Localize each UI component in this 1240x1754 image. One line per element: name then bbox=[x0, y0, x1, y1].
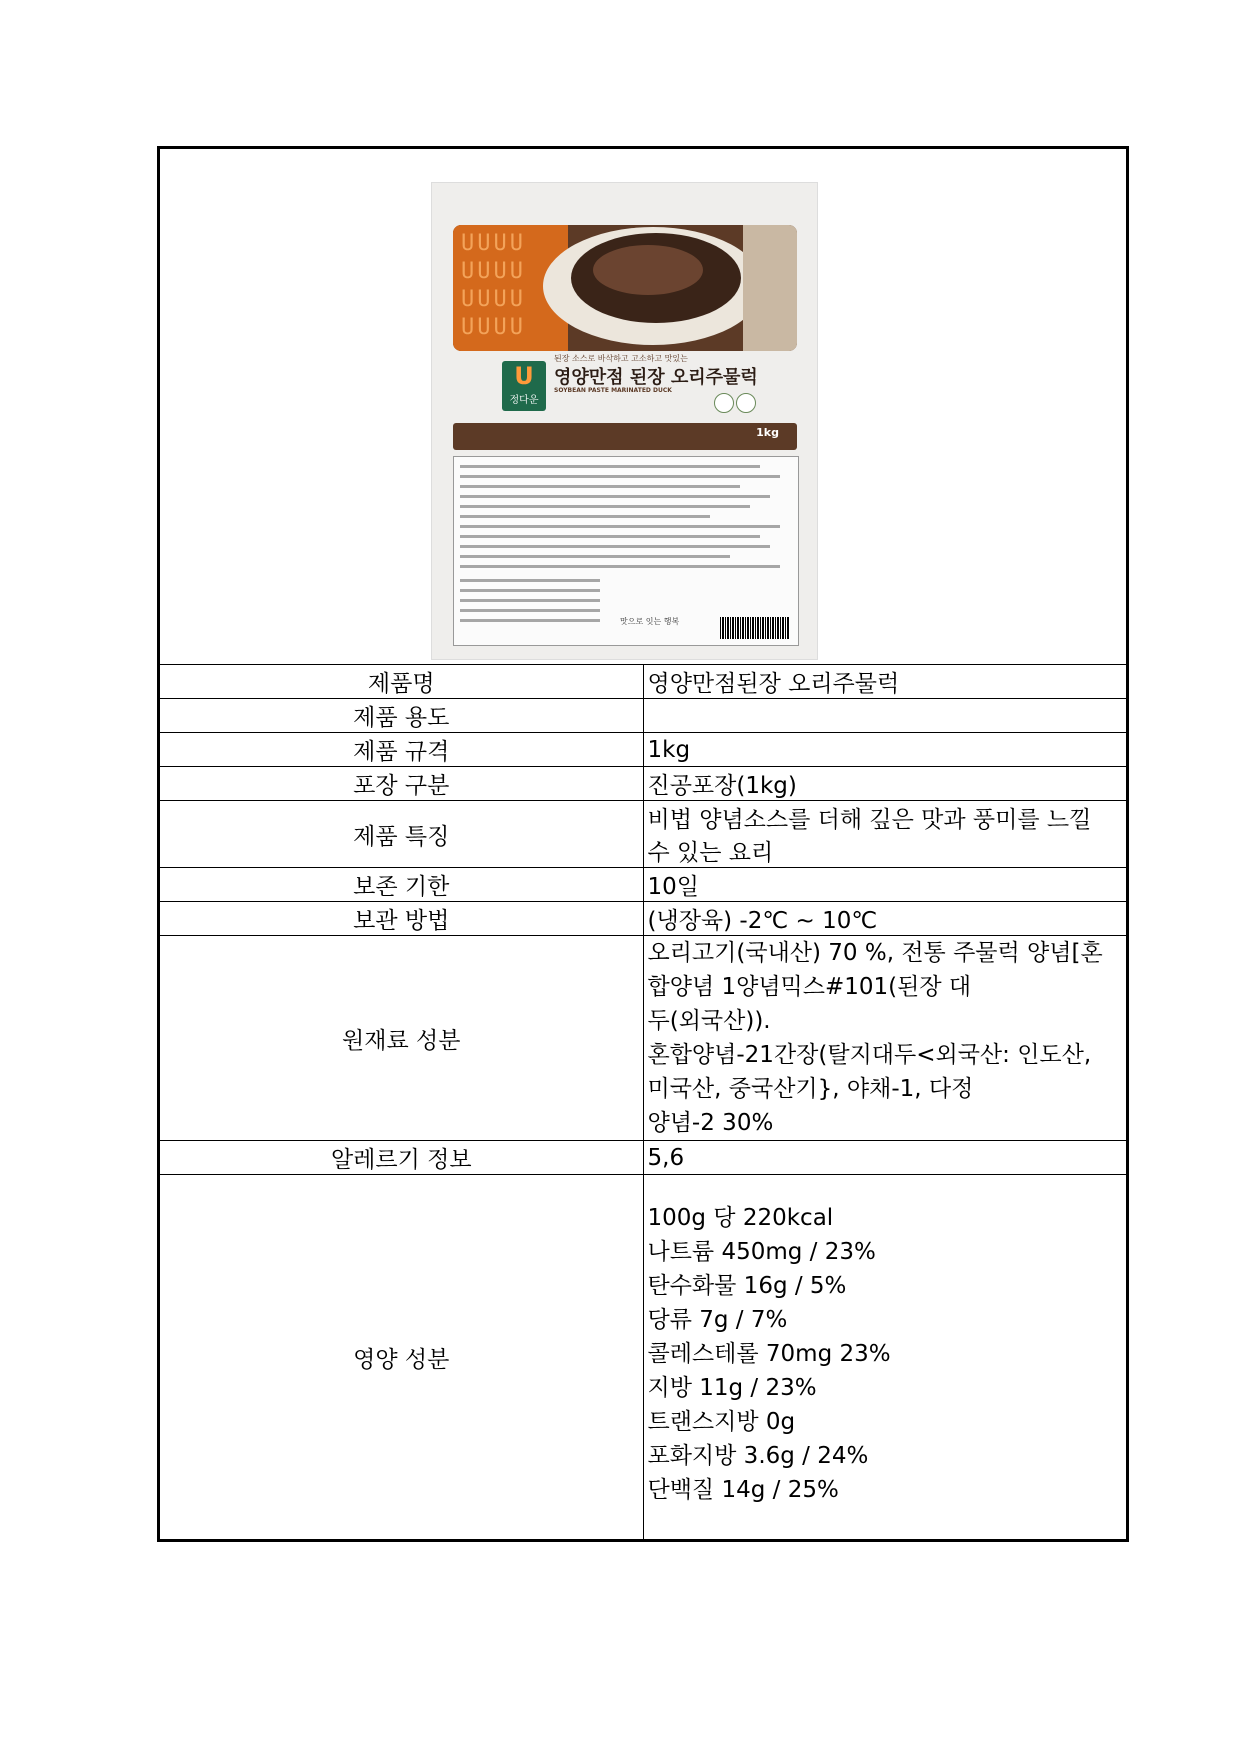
package-weight: 1kg bbox=[756, 426, 779, 439]
row-value: 10일 bbox=[643, 868, 1127, 902]
row-value: (냉장육) -2℃ ~ 10℃ bbox=[643, 902, 1127, 936]
nutrition-line: 지방 11g / 23% bbox=[647, 1375, 817, 1401]
brand-logo: U 정다운 bbox=[502, 361, 546, 411]
row-label: 보존 기한 bbox=[160, 868, 644, 902]
nutrition-line: 100g 당 220kcal bbox=[647, 1205, 834, 1231]
ingredients-value bbox=[643, 936, 1127, 1141]
row-value: 1kg bbox=[643, 733, 1127, 767]
ingredients-line: 양념-2 30% bbox=[647, 1110, 774, 1136]
row-label: 보관 방법 bbox=[160, 902, 644, 936]
package-pattern: UUUU UUUU UUUU UUUU bbox=[453, 225, 568, 351]
row-label: 제품명 bbox=[160, 665, 644, 699]
allergy-label: 알레르기 정보 bbox=[160, 1141, 644, 1175]
brand-name: 정다운 bbox=[509, 395, 539, 406]
nutrition-line: 트랜스지방 0g bbox=[647, 1409, 796, 1435]
nutrition-line: 단백질 14g / 25% bbox=[647, 1477, 839, 1503]
row-label: 제품 특징 bbox=[160, 801, 644, 868]
spec-table bbox=[159, 148, 1127, 1540]
ingredients-label: 원재료 성분 bbox=[160, 936, 644, 1141]
table-row bbox=[160, 902, 1127, 936]
allergy-row bbox=[160, 1141, 1127, 1175]
table-row bbox=[160, 868, 1127, 902]
nutrition-line: 당류 7g / 7% bbox=[647, 1307, 788, 1333]
product-package-image bbox=[432, 183, 817, 659]
product-spec-sheet bbox=[157, 146, 1129, 1542]
nutrition-line: 탄수화물 16g / 5% bbox=[647, 1273, 847, 1299]
table-row bbox=[160, 733, 1127, 767]
nutrition-line: 포화지방 3.6g / 24% bbox=[647, 1443, 869, 1469]
ingredients-line: 두(외국산)). bbox=[647, 1008, 771, 1034]
barcode-icon bbox=[720, 617, 790, 639]
table-row bbox=[160, 767, 1127, 801]
nutrition-label: 영양 성분 bbox=[160, 1175, 644, 1540]
ingredients-line: 오리고기(국내산) 70 %, 전통 주물럭 양념[혼합양념 1양념믹스#101(된장 대 bbox=[647, 940, 1103, 1000]
ingredients-row bbox=[160, 936, 1127, 1141]
certification-badge-icon bbox=[736, 393, 756, 413]
package-title: 영양만점 된장 오리주물럭 bbox=[554, 367, 758, 388]
package-caption: 맛으로 잇는 행복 bbox=[620, 617, 680, 626]
row-value bbox=[643, 699, 1127, 733]
table-row bbox=[160, 801, 1127, 868]
table-background bbox=[743, 225, 797, 351]
package-food-photo bbox=[453, 225, 797, 351]
row-label: 제품 규격 bbox=[160, 733, 644, 767]
row-label: 포장 구분 bbox=[160, 767, 644, 801]
ingredients-line: 혼합양념-21간장(탈지대두<외국산: 인도산, 미국산, 중국산기}, 야채-1, 다정 bbox=[647, 1042, 1092, 1102]
row-label: 제품 용도 bbox=[160, 699, 644, 733]
allergy-value: 5,6 bbox=[643, 1141, 1127, 1175]
table-row bbox=[160, 699, 1127, 733]
package-english-name: SOYBEAN PASTE MARINATED DUCK bbox=[554, 387, 672, 394]
nutrition-row bbox=[160, 1175, 1127, 1540]
nutrition-line: 콜레스테롤 70mg 23% bbox=[647, 1341, 891, 1367]
package-label-panel bbox=[453, 456, 799, 646]
duck-dish-highlight bbox=[593, 245, 703, 295]
row-value: 진공포장(1kg) bbox=[643, 767, 1127, 801]
product-image-cell bbox=[160, 149, 1127, 665]
table-row bbox=[160, 665, 1127, 699]
row-value: 영양만점된장 오리주물럭 bbox=[643, 665, 1127, 699]
nutrition-line: 나트륨 450mg / 23% bbox=[647, 1239, 876, 1265]
package-info-band bbox=[453, 423, 797, 450]
row-value: 비법 양념소스를 더해 깊은 맛과 풍미를 느낄 수 있는 요리 bbox=[643, 801, 1127, 868]
nutrition-value bbox=[643, 1175, 1127, 1540]
package-tagline: 된장 소스로 바삭하고 고소하고 맛있는 bbox=[554, 354, 688, 363]
certification-badge-icon bbox=[714, 393, 734, 413]
